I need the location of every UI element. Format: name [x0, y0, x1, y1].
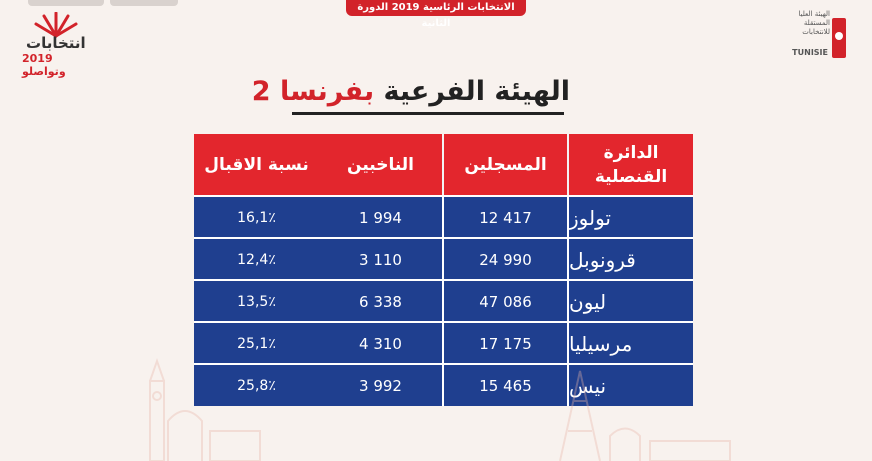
district-name: مرسيليا: [569, 331, 633, 356]
title-main: الهيئة الفرعية: [374, 76, 570, 107]
isie-logo: [780, 10, 850, 62]
table-header-row: [194, 134, 693, 195]
district-name: تولوز: [569, 205, 611, 230]
table-row: [194, 279, 693, 322]
registered-count: 17 175: [444, 323, 569, 364]
turnout-rate: 12,4٪: [237, 251, 276, 268]
turnout-rate: 25,8٪: [237, 377, 276, 394]
city-skyline-decoration: [0, 341, 872, 461]
table-row: [194, 195, 693, 238]
voters-count: 4 310: [319, 323, 444, 364]
header-voters: الناخبين: [319, 134, 444, 195]
turnout-rate: 25,1٪: [237, 335, 276, 352]
voters-count: 1 994: [319, 197, 444, 238]
voters-count: 6 338: [319, 281, 444, 322]
title-highlight: بفرنسا 2: [251, 76, 375, 107]
table-row: [194, 237, 693, 280]
registered-count: 12 417: [444, 197, 569, 238]
title-underline: [292, 112, 564, 115]
header-turnout: نسبة الاقبال: [204, 154, 309, 175]
elections-2019-logo: [18, 10, 94, 78]
isie-label: TUNISIE: [792, 48, 828, 57]
tunisia-flag-icon: [832, 18, 846, 58]
window-control-bar-2: [110, 0, 178, 6]
logo-year: 2019 وتواصلو: [22, 52, 66, 78]
logo-word: انتخابات: [26, 34, 86, 52]
turnout-rate: 16,1٪: [237, 209, 276, 226]
district-name: نيس: [569, 373, 607, 398]
registered-count: 15 465: [444, 365, 569, 406]
district-name: قرونوبل: [569, 247, 636, 272]
voters-count: 3 992: [319, 365, 444, 406]
registered-count: 47 086: [444, 281, 569, 322]
registered-count: 24 990: [444, 239, 569, 280]
header-registered: المسجلين: [444, 134, 569, 195]
isie-arabic-name: الهيئة العليا المستقلة للانتخابات: [798, 10, 830, 36]
voters-count: 3 110: [319, 239, 444, 280]
header-consular-district: الدائرة القنصلية: [594, 142, 668, 187]
page-title: [251, 72, 570, 112]
election-banner: الانتخابات الرئاسية 2019 الدورة الثانية: [346, 0, 526, 16]
window-control-bar: [28, 0, 104, 6]
turnout-rate: 13,5٪: [237, 293, 276, 310]
district-name: ليون: [569, 289, 607, 314]
